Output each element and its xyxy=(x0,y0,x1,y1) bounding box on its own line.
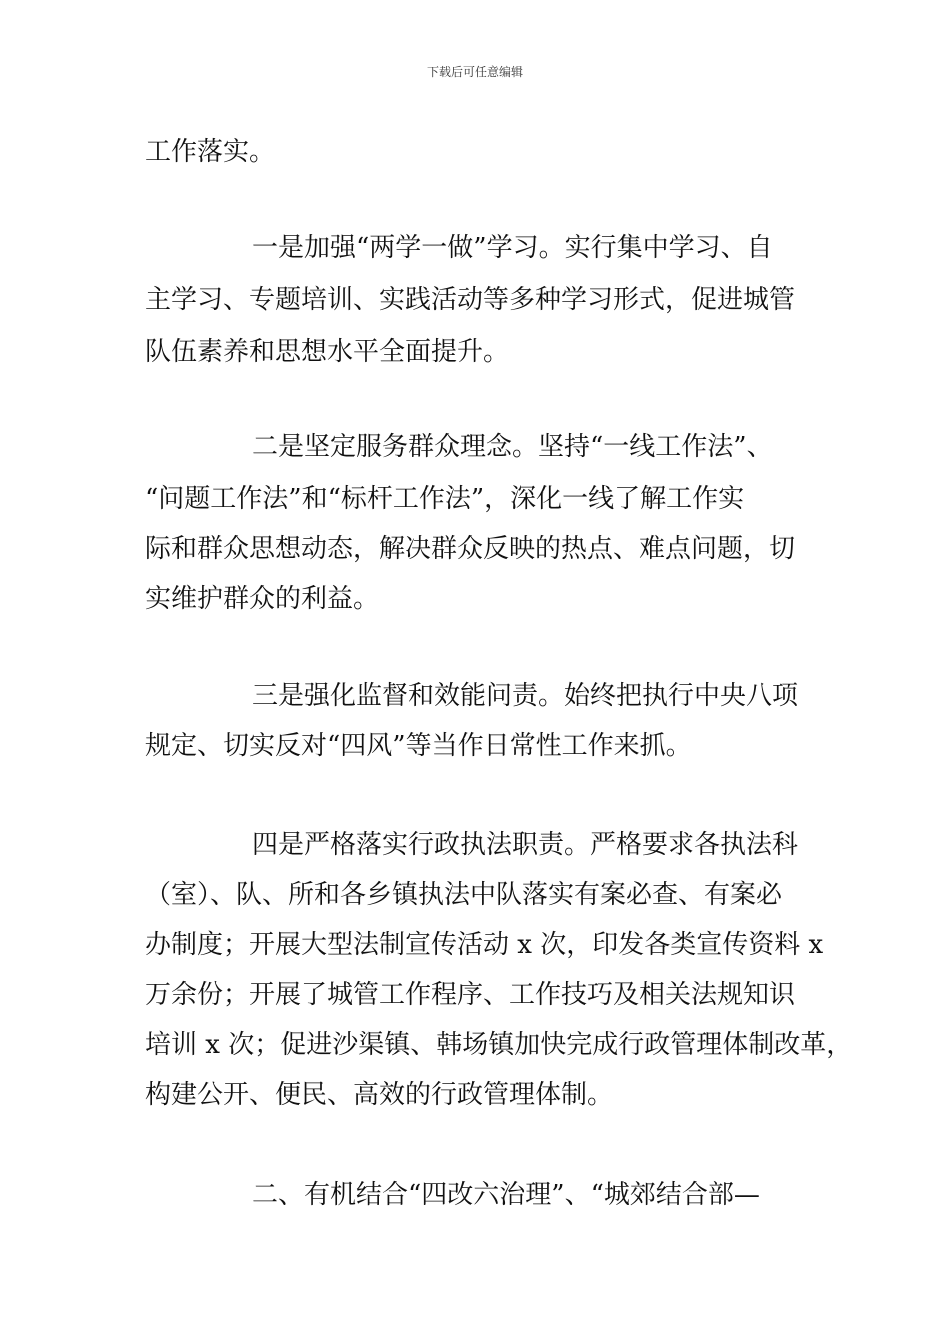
paragraph-4-line-1: （室）、队、所和各乡镇执法中队落实有案必查、有案必 xyxy=(145,880,783,910)
paragraph-5-line-0: 二、有机结合“四改六治理”、“城郊结合部— xyxy=(252,1180,760,1210)
paragraph-1-line-1: 主学习、专题培训、实践活动等多种学习形式，促进城管 xyxy=(145,285,796,315)
paragraph-2-line-1: “问题工作法”和“标杆工作法”，深化一线了解工作实 xyxy=(145,484,745,514)
paragraph-3-line-1: 规定、切实反对“四风”等当作日常性工作来抓。 xyxy=(145,731,692,761)
paragraph-3-line-0: 三是强化监督和效能问责。始终把执行中央八项 xyxy=(252,681,799,711)
paragraph-2-line-0: 二是坚定服务群众理念。坚持“一线工作法”、 xyxy=(252,432,773,462)
page-header: 下载后可任意编辑 xyxy=(426,65,523,79)
paragraph-1-line-0: 一是加强“两学一做”学习。实行集中学习、自 xyxy=(252,233,773,263)
paragraph-4-line-3: 万余份；开展了城管工作程序、工作技巧及相关法规知识 xyxy=(145,980,796,1010)
paragraph-4-line-2: 办制度；开展大型法制宣传活动 x 次，印发各类宣传资料 x xyxy=(145,930,824,960)
paragraph-4-line-0: 四是严格落实行政执法职责。严格要求各执法科 xyxy=(252,830,799,860)
paragraph-2-line-3: 实维护群众的利益。 xyxy=(145,584,380,614)
paragraph-1-line-2: 队伍素养和思想水平全面提升。 xyxy=(145,337,510,367)
paragraph-0-line-0: 工作落实。 xyxy=(145,137,276,167)
paragraph-4-line-4: 培训 x 次；促进沙渠镇、韩场镇加快完成行政管理体制改革， xyxy=(145,1030,853,1060)
paragraph-4-line-5: 构建公开、便民、高效的行政管理体制。 xyxy=(145,1080,614,1110)
paragraph-2-line-2: 际和群众思想动态，解决群众反映的热点、难点问题，切 xyxy=(145,534,796,564)
